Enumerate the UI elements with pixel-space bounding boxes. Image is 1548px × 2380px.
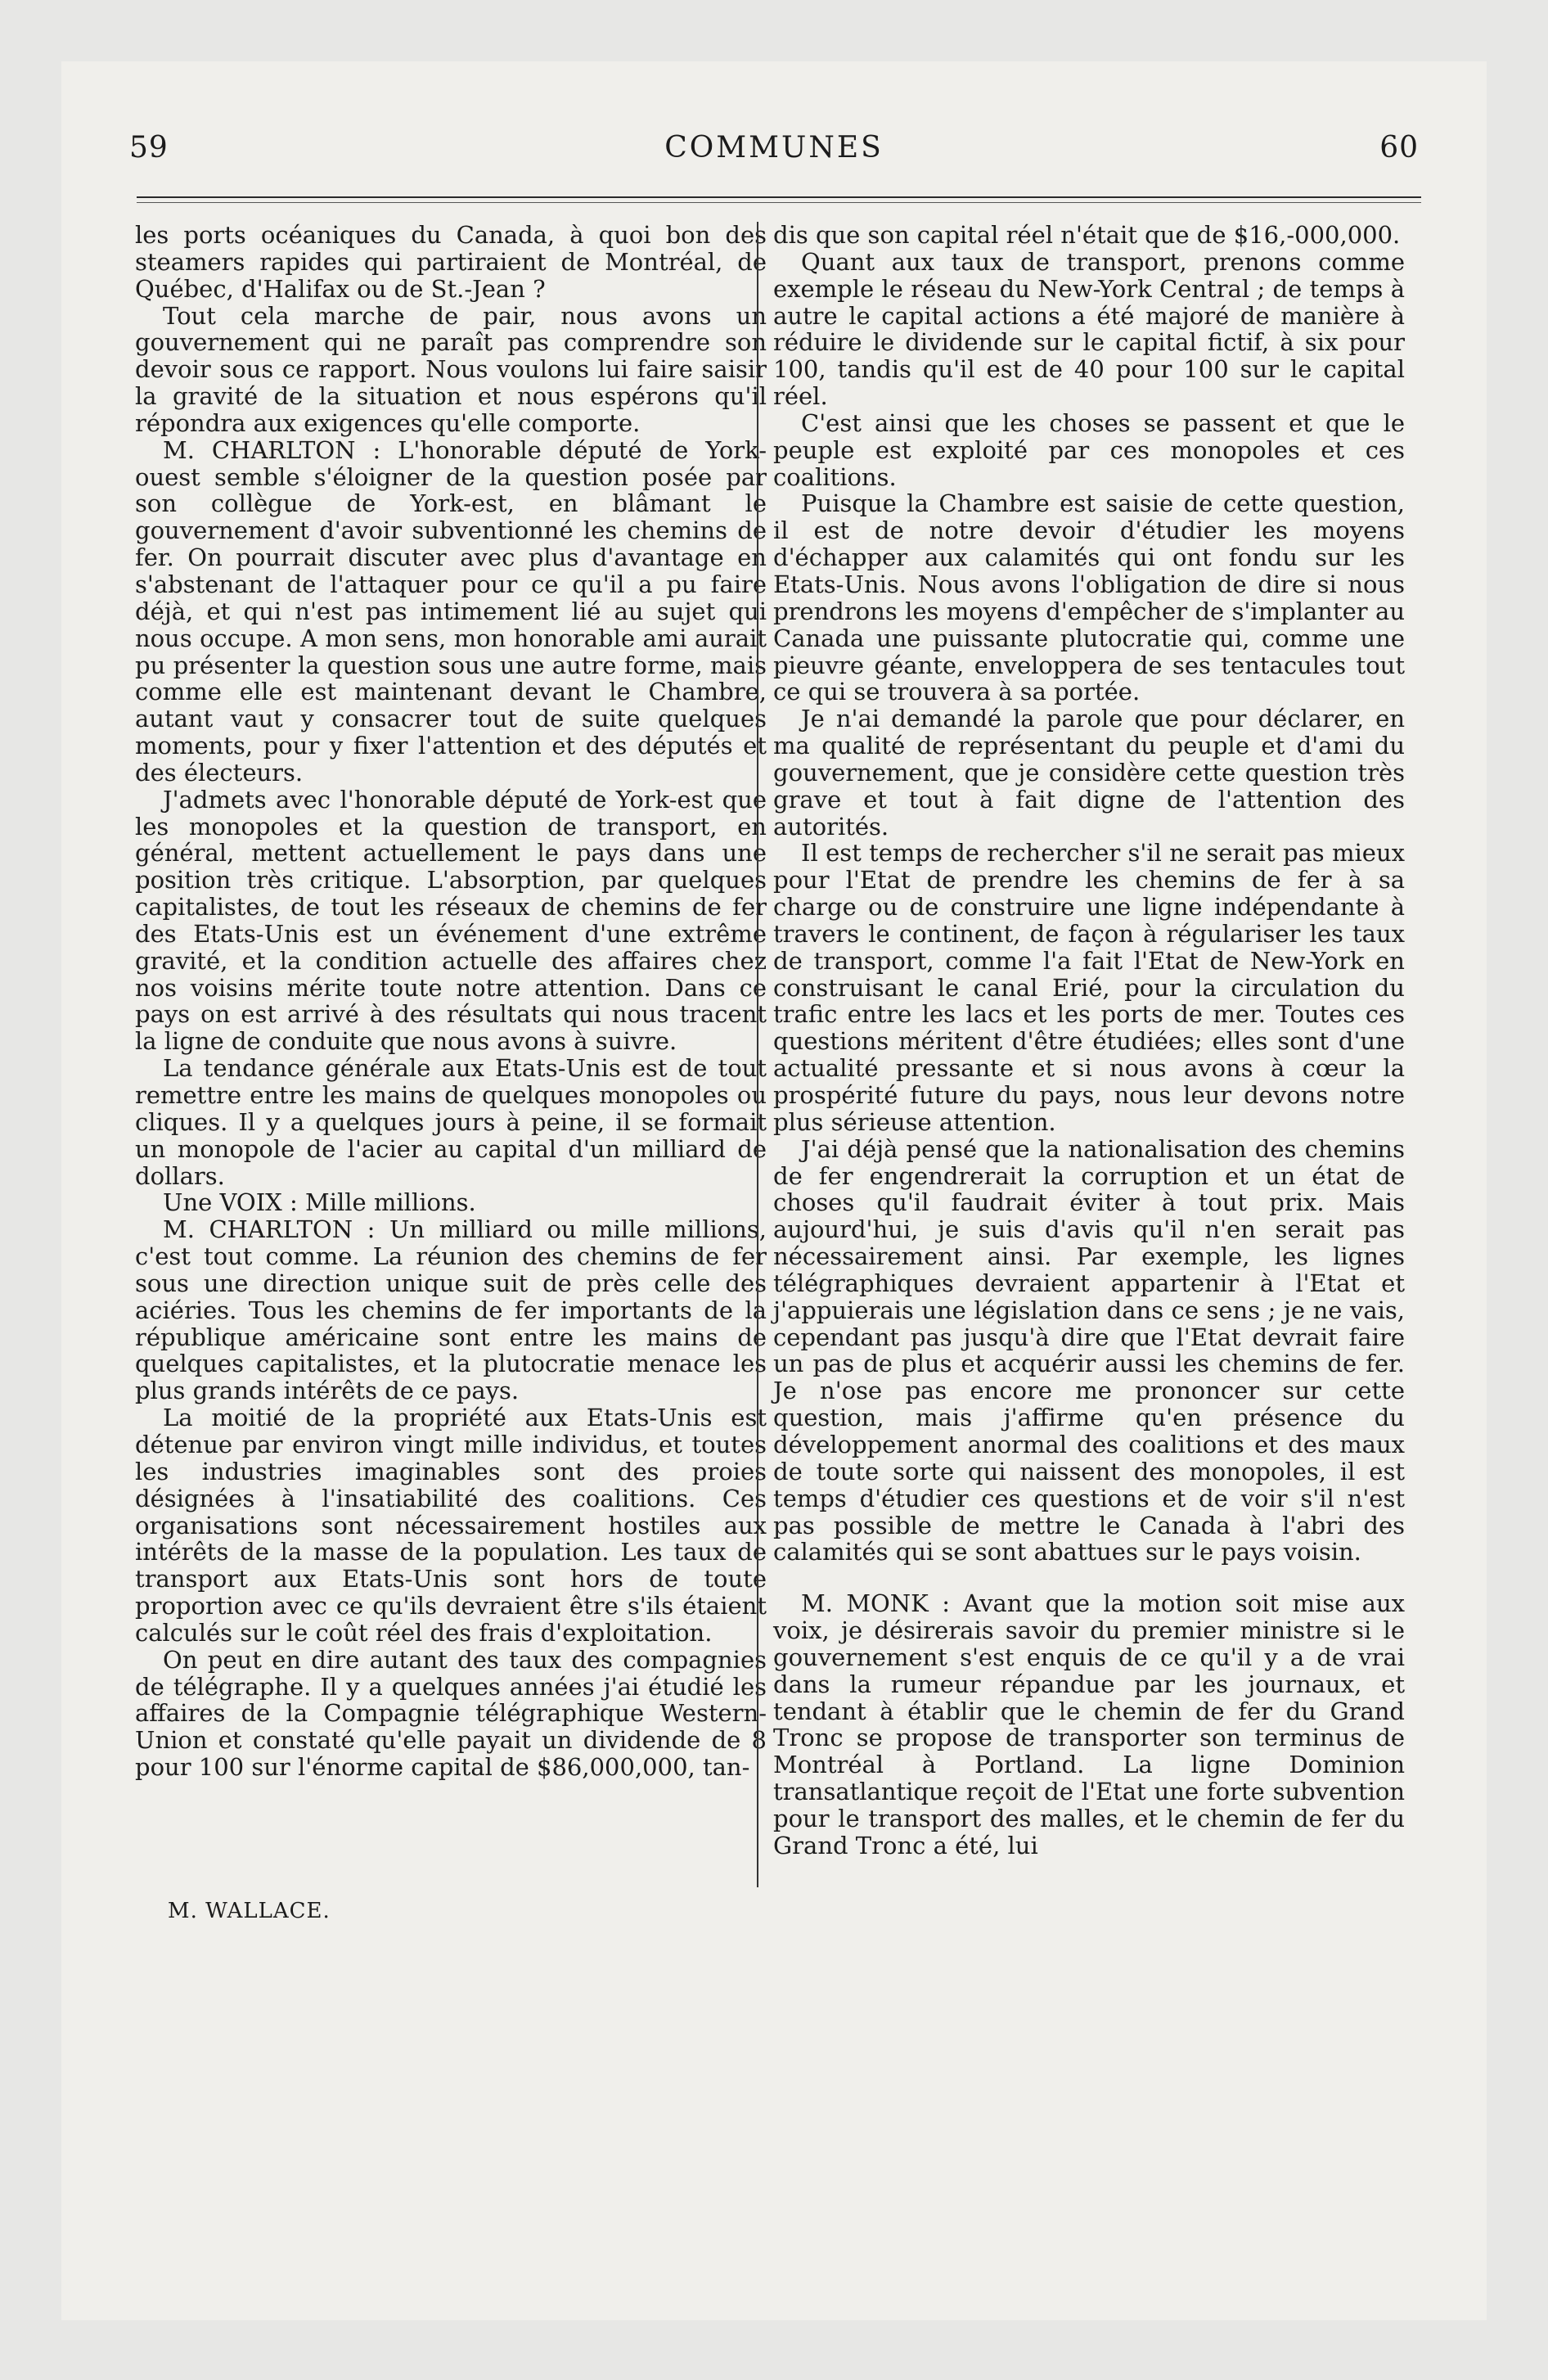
running-head: COMMUNES [664,131,884,165]
paragraph: Il est temps de rechercher s'il ne serait pas mieux pour l'Etat de prendre les chemins de fer à sa charge ou de construire une ligne indépendante à travers le continent, de façon à régulariser les taux de transport, comme l'a fait l'Etat de New-York en construisant le canal Erié, pour la circulation du trafic entre les lacs et les ports de mer. Toutes ces questions méritent d'être étudiées; elles sont d'une actualité pressante et si nous avons à cœur la prospérité future du pays, nous leur devons notre plus sérieuse attention. [773,839,1405,1136]
paragraph: Tout cela marche de pair, nous avons un gouvernement qui ne paraît pas comprendre son devoir sous ce rapport. Nous voulons lui faire saisir la gravité de la situation et nous espérons qu'il répondra aux exigences qu'elle comporte. [135,301,767,437]
paragraph: La tendance générale aux Etats-Unis est de tout remettre entre les mains de quelques monopoles ou cliques. Il y a quelques jours à peine, il se formait un monopole de l'acier au capital d'un milliard de dollars. [135,1054,767,1190]
paragraph: dis que son capital réel n'était que de $16,-000,000. [773,221,1401,249]
paragraph: La moitié de la propriété aux Etats-Unis est détenue par environ vingt mille individus, et toutes les industries imaginables sont des proies désignées à l'insatiabilité des coalitions. Ces organisations sont nécessairement hostiles aux intérêts de la masse de la population. Les taux de transport aux Etats-Unis sont hors de toute proportion avec ce qu'ils devraient être s'ils étaient calculés sur le coût réel des frais d'exploitation. [135,1404,767,1647]
paragraph: Une VOIX : Mille millions. [163,1188,476,1217]
header-rule-thin [137,202,1421,203]
paragraph: M. CHARLTON : Un milliard ou mille millions, c'est tout comme. La réunion des chemins de fer sous une direction unique suit de près celle des aciéries. Tous les chemins de fer importants de la république américaine sont entre les mains de quelques capitalistes, et la plutocratie menace les plus grands intérêts de ce pays. [135,1215,767,1405]
left-column [135,222,767,1781]
page-number-left: 59 [129,131,169,165]
paragraph: Je n'ai demandé la parole que pour déclarer, en ma qualité de représentant du peuple et d'ami du gouvernement, que je considère cette question très grave et tout à fait digne de l'attention des autorités. [773,705,1405,841]
paragraph: Quant aux taux de transport, prenons comme exemple le réseau du New-York Central ; de temps à autre le capital actions a été majoré de manière à réduire le dividende sur le capital fictif, à six pour 100, tandis qu'il est de 40 pour 100 sur le capital réel. [773,247,1405,411]
paragraph: J'ai déjà pensé que la nationalisation des chemins de fer engendrerait la corruption et un état de choses qu'il faudrait éviter à tout prix. Mais aujourd'hui, je suis d'avis qu'il n'en serait pas nécessairement ainsi. Par exemple, les lignes télégraphiques devraient appartenir à l'Etat et j'appuierais une législation dans ce sens ; je ne vais, cependant pas jusqu'à dire que l'Etat devrait faire un pas de plus et acquérir aussi les chemins de fer. Je n'ose pas encore me prononcer sur cette question, mais j'affirme qu'en présence du développement anormal des coalitions et des maux de toute sorte qui naissent des monopoles, il est temps d'étudier ces questions et de voir s'il n'est pas possible de mettre le Canada à l'abri des calamités qui se sont abattues sur le pays voisin. [773,1134,1405,1566]
paragraph: les ports océaniques du Canada, à quoi bon des steamers rapides qui partiraient de Montréal, de Québec, d'Halifax ou de St.-Jean ? [135,221,767,303]
page [61,61,1487,2320]
footer-signature: M. WALLACE. [168,1899,331,1923]
paragraph: C'est ainsi que les choses se passent et que le peuple est exploité par ces monopoles et ces coalitions. [773,408,1405,491]
page-number-right: 60 [1379,131,1419,165]
paragraph: M. MONK : Avant que la motion soit mise aux voix, je désirerais savoir du premier ministre si le gouvernement s'est enquis de ce qu'il y a de vrai dans la rumeur répandue par les journaux, et tendant à établir que le chemin de fer du Grand Tronc se propose de transporter son terminus de Montréal à Portland. La ligne Dominion transatlantique reçoit de l'Etat une forte subvention pour le transport des malles, et le chemin de fer du Grand Tronc a été, lui [773,1589,1405,1859]
right-column [773,222,1405,1859]
paragraph: On peut en dire autant des taux des compagnies de télégraphe. Il y a quelques années j'ai étudié les affaires de la Compagnie télégraphique Western-Union et constaté qu'elle payait un dividende de 8 pour 100 sur l'énorme capital de $86,000,000, tan- [135,1645,767,1782]
header-rule [137,196,1421,198]
paragraph: M. CHARLTON : L'honorable député de York-ouest semble s'éloigner de la question posée par son collègue de York-est, en blâmant le gouvernement d'avoir subventionné les chemins de fer. On pourrait discuter avec plus d'avantage en s'abstenant de l'attaquer pour ce qu'il a pu faire déjà, et qui n'est pas intimement lié au sujet qui nous occupe. A mon sens, mon honorable ami aurait pu présenter la question sous une autre forme, mais comme elle est maintenant devant le Chambre, autant vaut y consacrer tout de suite quelques moments, pour y fixer l'attention et des députés et des électeurs. [135,435,767,787]
paragraph: Puisque la Chambre est saisie de cette question, il est de notre devoir d'étudier les moyens d'échapper aux calamités qui ont fondu sur les Etats-Unis. Nous avons l'obligation de dire si nous prendrons les moyens d'empêcher de s'implanter au Canada une puissante plutocratie qui, comme une pieuvre géante, enveloppera de ses tentacules tout ce qui se trouvera à sa portée. [773,489,1405,706]
column-divider [757,222,758,1887]
paragraph: J'admets avec l'honorable député de York-est que les monopoles et la question de transport, en général, mettent actuellement le pays dans une position très critique. L'absorption, par quelques capitalistes, de tout les réseaux de chemins de fer des Etats-Unis est un événement d'une extrême gravité, et la condition actuelle des affaires chez nos voisins mérite toute notre attention. Dans ce pays on est arrivé à des résultats qui nous tracent la ligne de conduite que nous avons à suivre. [135,785,767,1056]
